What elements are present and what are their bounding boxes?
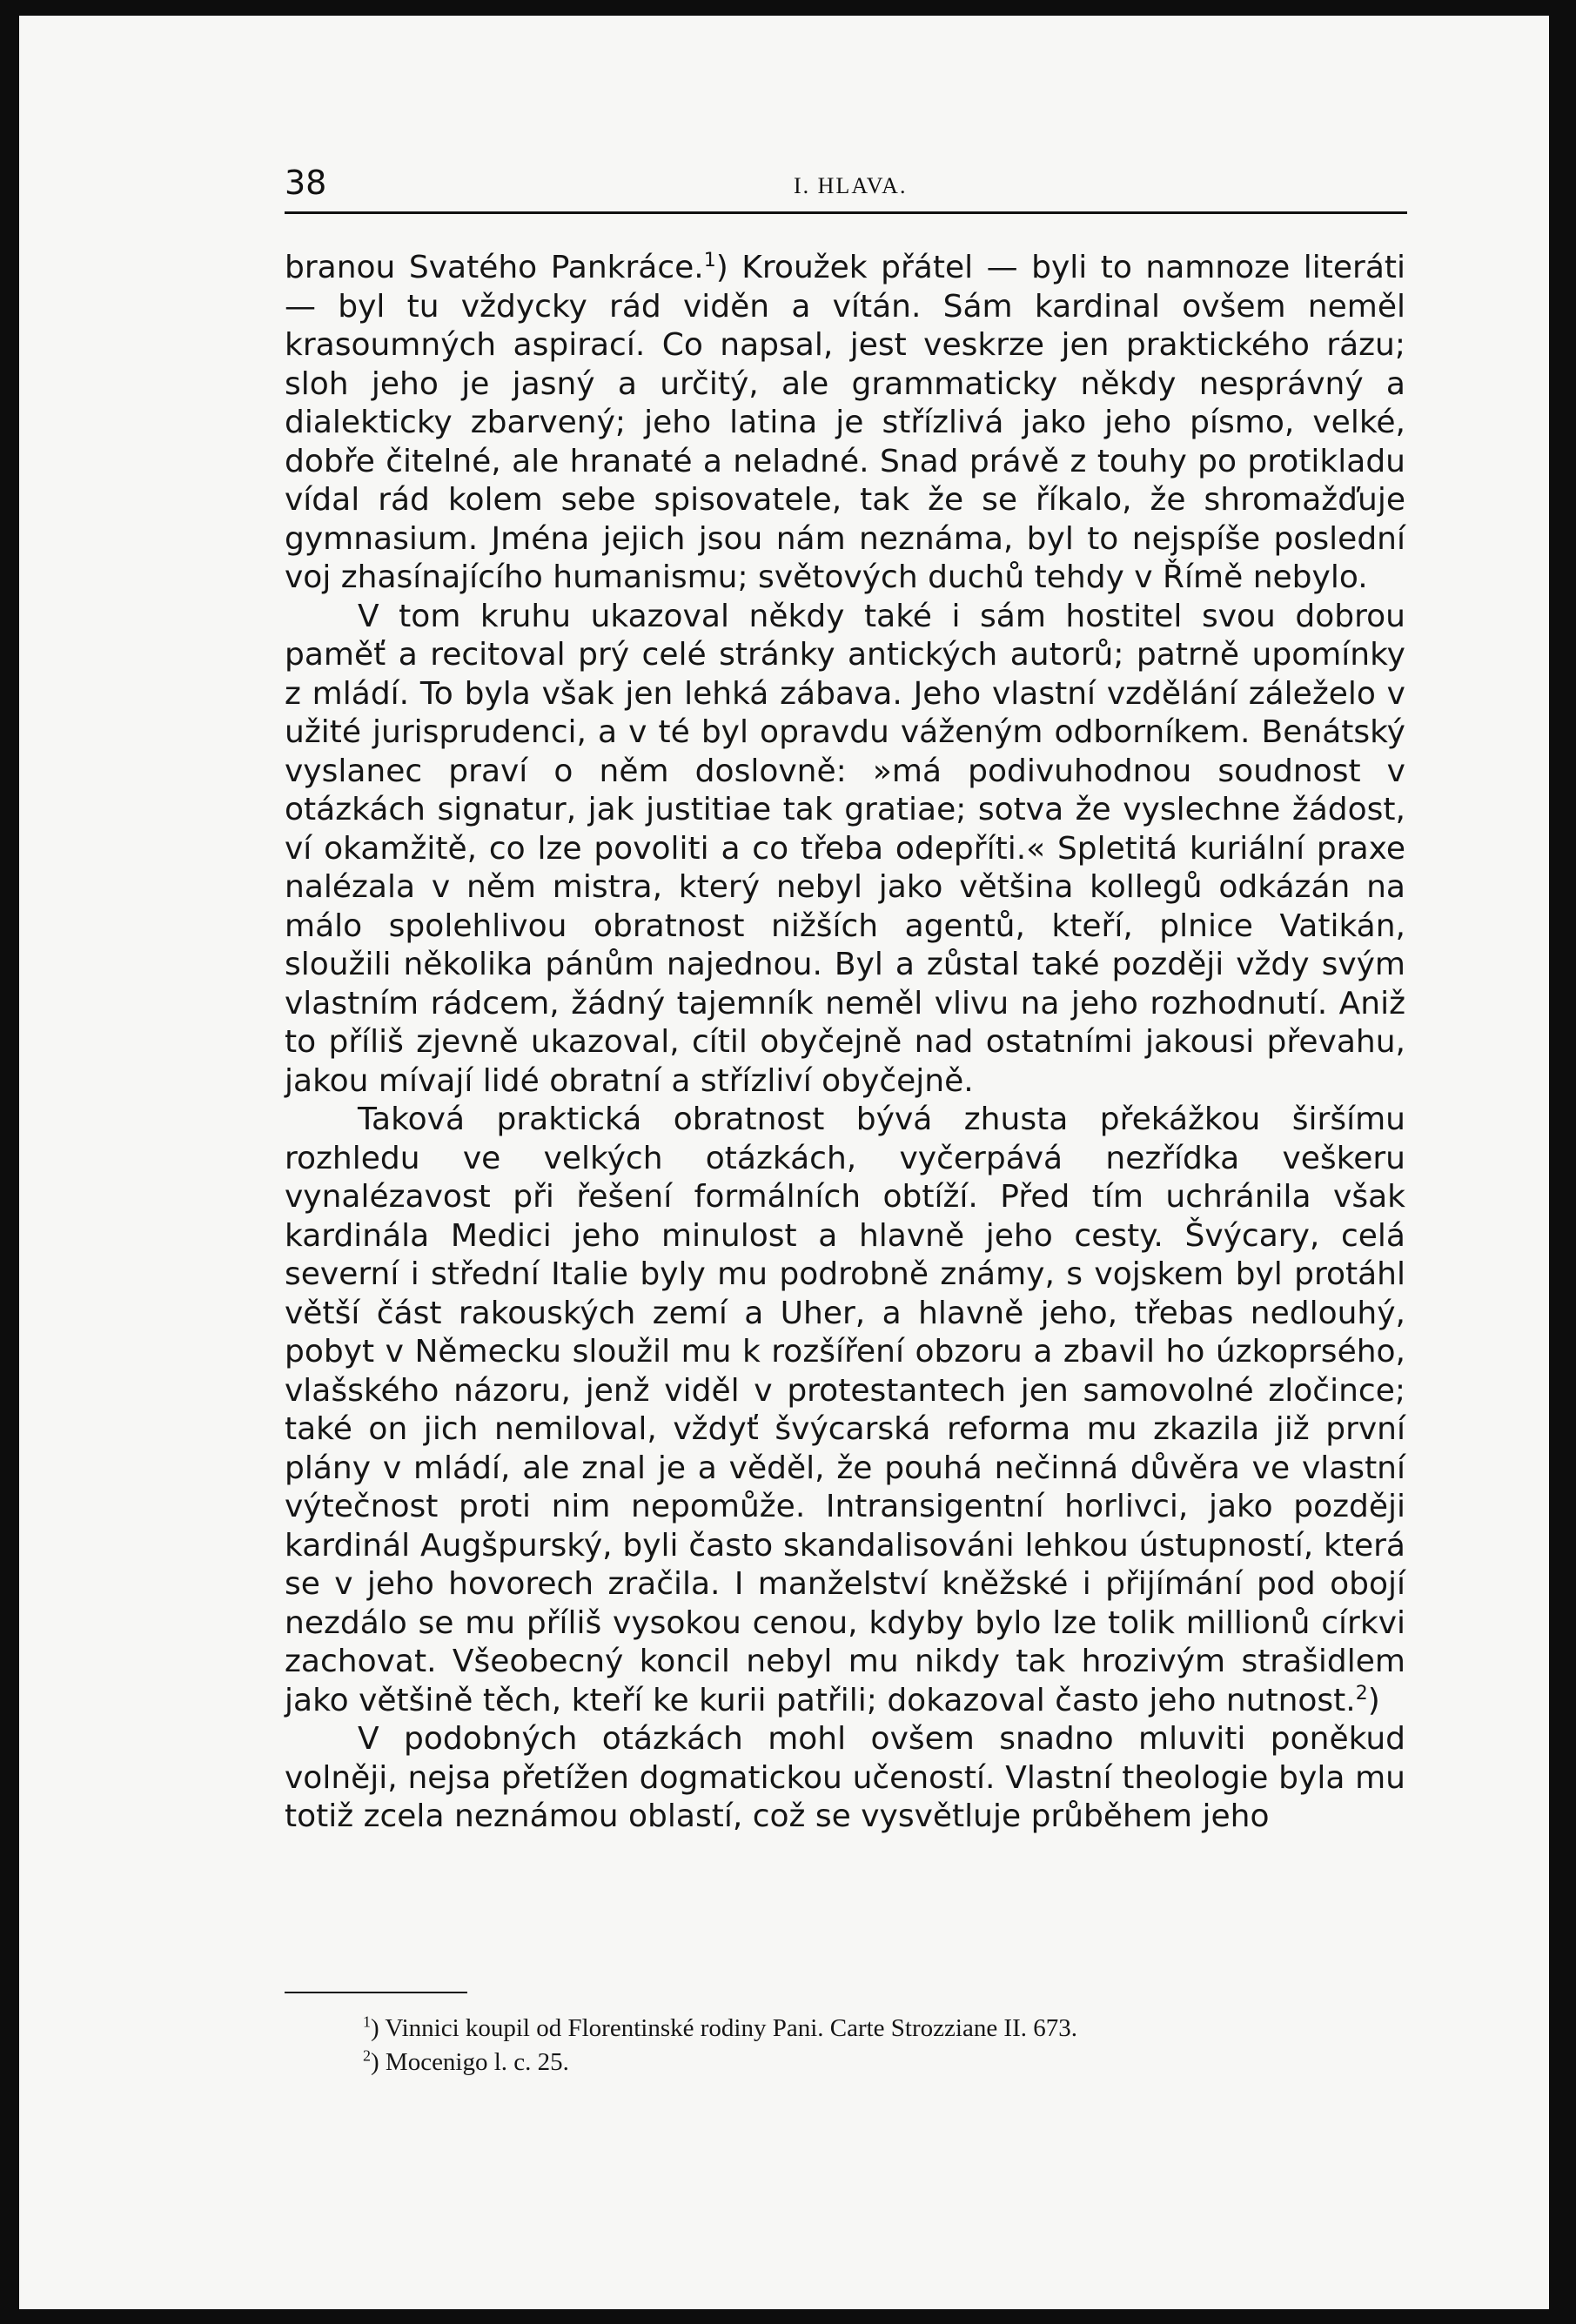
footnote: $^2$) Mocenigo l. c. 25. bbox=[363, 2046, 569, 2076]
page-number: 38 bbox=[285, 164, 327, 202]
header-rule bbox=[285, 211, 1407, 214]
paragraph: Taková praktická obratnost bývá zhusta překážkou širšímu rozhledu ve velkých otázkách, vyčerpává nezřídka veškeru vynalézavost při řešení formálních obtíží. Před tím uchránila však kardinála Medici jeho minulost a hlavně jeho cesty. Švýcary, celá severní i střední Italie byly mu podrobně známy, s vojskem byl protáhl větší část rakouských zemí a Uher, a hlavně jeho, třebas nedlouhý, pobyt v Německu sloužil mu k rozšíření obzoru a zbavil ho úzkoprsého, vlašského názoru, jenž viděl v protestantech jen samovolné zločince; také on jich nemiloval, vždyť švýcarská reforma mu zkazila již první plány v mládí, ale znal je a věděl, že pouhá nečinná důvěra ve vlastní výtečnost proti nim nepomůže. Intransigentní horlivci, jako později kardinál Augšpurský, byli často skandalisováni lehkou ústupností, která se v jeho hovorech zračila. I manželství kněžské i přijímání pod obojí nezdálo se mu příliš vysokou cenou, kdyby bylo lze tolik millionů církvi zachovat. Všeobecný koncil nebyl mu nikdy tak hrozivým strašidlem jako většině těch, kteří ke kurii patřili; dokazoval často jeho nutnost.$^2$) bbox=[285, 1102, 1405, 1718]
body-text bbox=[285, 249, 1405, 1837]
footnote-rule bbox=[285, 1992, 467, 1993]
book-page bbox=[19, 16, 1549, 2309]
footnotes bbox=[363, 2012, 1407, 2080]
footnote: $^1$) Vinnici koupil od Florentinské rodiny Pani. Carte Strozziane II. 673. bbox=[363, 2013, 1077, 2042]
paragraph: V podobných otázkách mohl ovšem snadno mluviti poněkud volněji, nejsa přetížen dogmatickou učeností. Vlastní theologie byla mu totiž zcela neznámou oblastí, což se vysvětluje průběhem jeho bbox=[285, 1721, 1405, 1834]
page-header bbox=[285, 146, 1416, 207]
running-head: I. HLAVA. bbox=[794, 173, 908, 198]
footnote-ref[interactable]: 1 bbox=[703, 250, 716, 271]
paragraph: V tom kruhu ukazoval někdy také i sám hostitel svou dobrou paměť a recitoval prý celé stránky antických autorů; patrně upomínky z mládí. To byla však jen lehká zábava. Jeho vlastní vzdělání záleželo v užité jurisprudenci, a v té byl opravdu váženým odborníkem. Benátský vyslanec praví o něm doslovně: »má podivuhodnou soudnost v otázkách signatur, jak justitiae tak gratiae; sotva že vyslechne žádost, ví okamžitě, co lze povoliti a co třeba odepříti.« Spletitá kuriální praxe nalézala v něm mistra, který nebyl jako většina kollegů odkázán na málo spolehlivou obratnost nižších agentů, kteří, plnice Vatikán, sloužili několika pánům najednou. Byl a zůstal také později vždy svým vlastním rádcem, žádný tajemník neměl vlivu na jeho rozhodnutí. Aniž to příliš zjevně ukazoval, cítil obyčejně nad ostatními jakousi převahu, jakou mívají lidé obratní a střízliví obyčejně. bbox=[285, 598, 1405, 1099]
paragraph: branou Svatého Pankráce.$^1$) Kroužek přátel — byli to namnoze literáti — byl tu vždycky rád viděn a vítán. Sám kardinal ovšem neměl krasoumných aspirací. Co napsal, jest veskrze jen praktického rázu; sloh jeho je jasný a určitý, ale grammaticky někdy nesprávný a dialekticky zbarvený; jeho latina je střízlivá jako jeho písmo, velké, dobře čitelné, ale hranaté a neladné. Snad právě z touhy po protikladu vídal rád kolem sebe spisovatele, tak že se říkalo, že shromažďuje gymnasium. Jména jejich jsou nám neznáma, byl to nejspíše poslední voj zhasínajícího humanismu; světových duchů tehdy v Římě nebylo. bbox=[285, 250, 1405, 595]
footnote-ref[interactable]: 2 bbox=[1355, 1682, 1368, 1704]
